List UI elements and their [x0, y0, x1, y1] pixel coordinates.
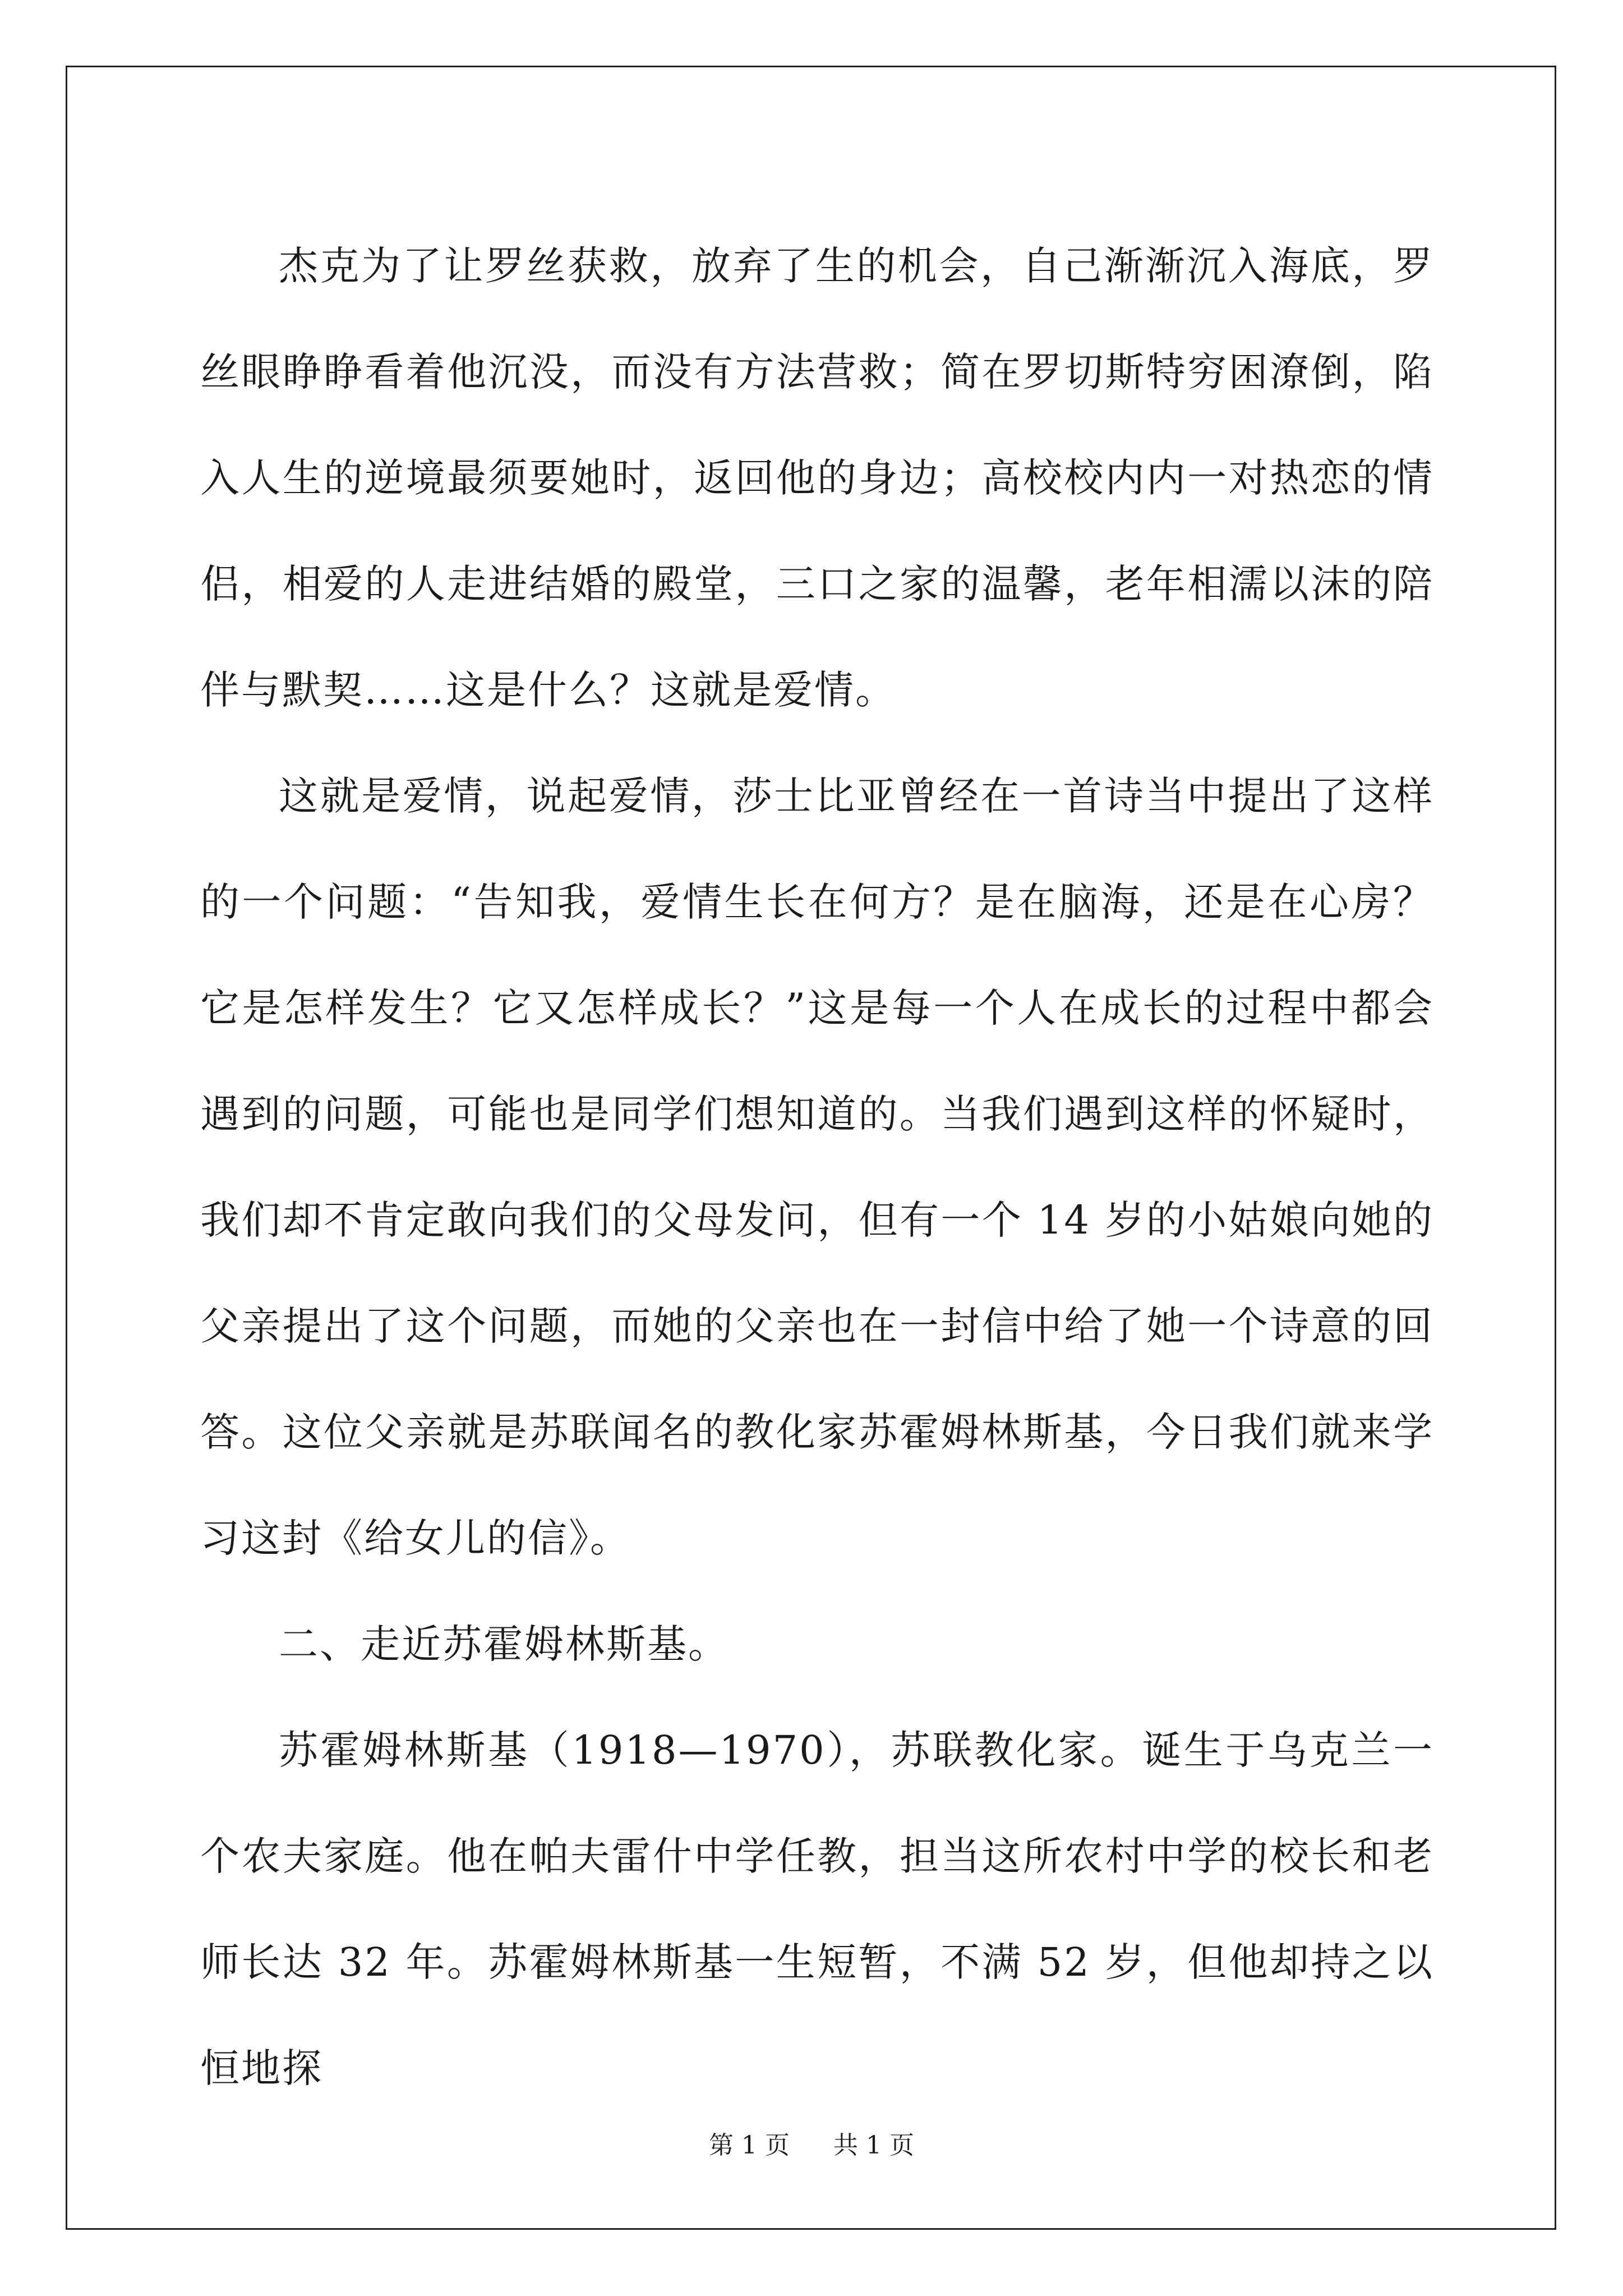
- page-number: 第 1 页: [709, 2131, 790, 2160]
- paragraph-sukhomlinsky-bio: 苏霍姆林斯基（1918—1970），苏联教化家。诞生于乌克兰一个农夫家庭。他在帕夫雷什中学任教，担当这所农村中学的校长和老师长达 32 年。苏霍姆林斯基一生短暂，不满 52 岁，但他却持之以恒地探: [200, 1727, 1434, 2091]
- paragraph-shakespeare-question: 这就是爱情，说起爱情，莎士比亚曾经在一首诗当中提出了这样的一个问题：“告知我，爱情生长在何方？是在脑海，还是在心房？它是怎样发生？它又怎样成长？”这是每一个人在成长的过程中都会遇到的问题，可能也是同学们想知道的。当我们遇到这样的怀疑时，我们却不肯定敢向我们的父母发问，但有一个 14 岁的小姑娘向她的父亲提出了这个问题，而她的父亲也在一封信中给了她一个诗意的回答。这位父亲就是苏联闻名的教化家苏霍姆林斯基，今日我们就来学习这封《给女儿的信》。: [200, 773, 1434, 1561]
- document-body: [200, 213, 1434, 2122]
- section-heading-sukhomlinsky: 二、走近苏霍姆林斯基。: [279, 1621, 729, 1667]
- page-footer: [0, 2129, 1623, 2162]
- page-total: 共 1 页: [833, 2131, 914, 2160]
- paragraph-titanic-intro: 杰克为了让罗丝获救，放弃了生的机会，自己渐渐沉入海底，罗丝眼睁睁看着他沉没，而没有方法营救；简在罗切斯特穷困潦倒，陷入人生的逆境最须要她时，返回他的身边；高校校内内一对热恋的情侣，相爱的人走进结婚的殿堂，三口之家的温馨，老年相濡以沫的陪伴与默契……这是什么？这就是爱情。: [200, 243, 1434, 713]
